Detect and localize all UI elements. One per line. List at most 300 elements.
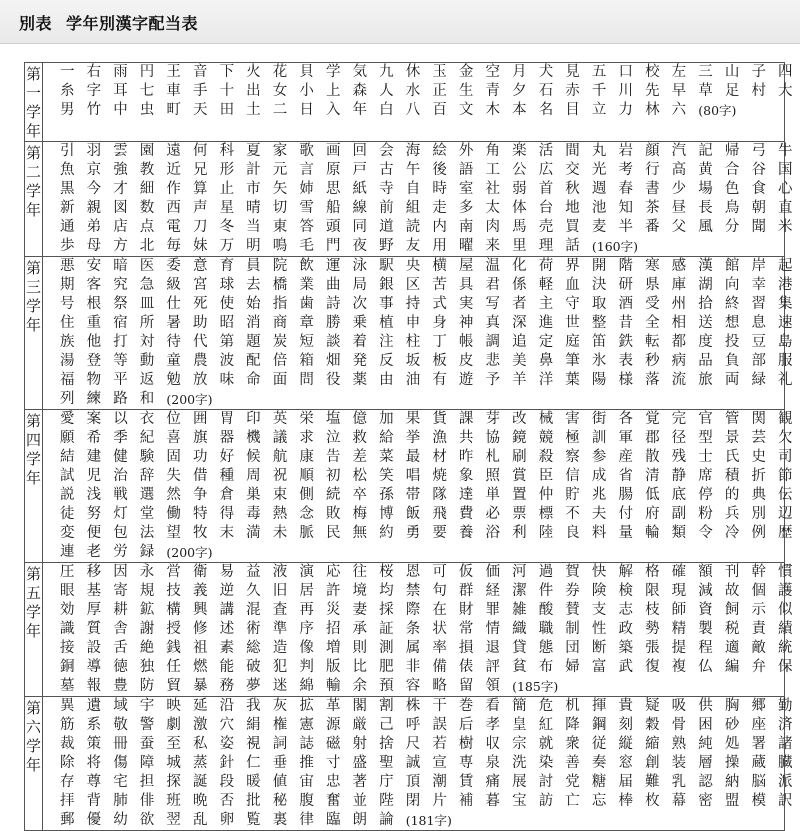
kanji-char: 縮 [645, 736, 660, 752]
kanji-char: 貯 [565, 487, 580, 503]
kanji-char: 番 [645, 219, 660, 235]
kanji-char: 命 [246, 372, 261, 388]
kanji-char: 負 [724, 353, 740, 369]
kanji-char: 報 [86, 678, 102, 694]
kanji-char: 使 [219, 296, 235, 312]
kanji-char: 穴 [219, 717, 235, 733]
kanji-char: 季 [113, 430, 128, 446]
kanji-line [60, 352, 793, 371]
kanji-char: 題 [246, 334, 261, 350]
kanji-char: 波 [219, 353, 235, 369]
kanji-char: 着 [352, 334, 368, 350]
kanji-char: 厳 [352, 717, 368, 733]
kanji-list [43, 142, 793, 257]
kanji-char: 得 [219, 506, 235, 522]
kanji-char: 揮 [591, 698, 607, 714]
kanji-char: 仲 [538, 487, 554, 503]
kanji-char: 俵 [458, 659, 474, 675]
kanji-char: 初 [325, 468, 341, 484]
kanji-char: 変 [60, 525, 75, 541]
grade-row [25, 257, 785, 410]
kanji-char: 話 [565, 238, 580, 254]
kanji-char: 戸 [352, 162, 368, 178]
kanji-char: 耕 [113, 602, 128, 618]
kanji-char: 骨 [671, 717, 687, 733]
kanji-char: 誌 [299, 736, 314, 752]
kanji-char: 紙 [352, 181, 368, 197]
kanji-char: 灰 [272, 698, 288, 714]
kanji-char: 団 [565, 640, 580, 656]
kanji-char: 守 [565, 296, 580, 312]
grade-label: 第 一 学 年 [25, 63, 43, 142]
kanji-char: 胸 [724, 698, 740, 714]
kanji-line [60, 716, 793, 735]
kanji-char: 流 [671, 372, 687, 388]
kanji-char: 盟 [724, 793, 740, 809]
kanji-char: 返 [139, 372, 155, 388]
kanji-char: 庁 [379, 774, 394, 790]
kanji-char: 者 [512, 296, 527, 312]
kanji-char: 先 [645, 83, 660, 99]
kanji-char: 思 [325, 181, 341, 197]
kanji-char: 亡 [565, 793, 580, 809]
kanji-char: 門 [325, 238, 341, 254]
kanji-char: 行 [645, 162, 660, 178]
kanji-char: 納 [724, 774, 740, 790]
kanji-char: 代 [192, 334, 208, 350]
kanji-char: 増 [325, 640, 341, 656]
kanji-char: 救 [352, 430, 368, 446]
kanji-char: 母 [86, 238, 102, 254]
kanji-char: 年 [352, 102, 368, 118]
kanji-char: 本 [512, 102, 527, 118]
kanji-char: 宗 [512, 736, 527, 752]
kanji-char: 覚 [645, 411, 660, 427]
kanji-char: 蔵 [751, 755, 766, 771]
kanji-char: 残 [671, 449, 687, 465]
kanji-char: 物 [86, 372, 102, 388]
kanji-char: 座 [751, 717, 766, 733]
kanji-line [60, 467, 793, 486]
kanji-char: 射 [352, 736, 368, 752]
kanji-char: 連 [60, 544, 75, 560]
kanji-char: 西 [166, 200, 181, 216]
kanji-char: 表 [618, 353, 633, 369]
kanji-char: 隊 [432, 487, 447, 503]
kanji-char: 枝 [645, 602, 660, 618]
kanji-char: 頂 [405, 774, 421, 790]
kanji-char: 員 [246, 258, 261, 274]
kanji-char: 旅 [698, 372, 713, 388]
kanji-char: 殺 [538, 449, 554, 465]
kanji-char: 送 [698, 315, 713, 331]
kanji-char: 暴 [192, 678, 208, 694]
kanji-char: 級 [166, 277, 181, 293]
kanji-char: 町 [166, 102, 181, 118]
grade-label: 第 五 学 年 [25, 563, 43, 697]
kanji-char: 池 [591, 200, 607, 216]
kanji-char: 深 [512, 315, 527, 331]
kanji-char: 絵 [432, 143, 447, 159]
kanji-char: 車 [166, 83, 181, 99]
kanji-char: 倉 [219, 487, 235, 503]
kanji-char: 魚 [60, 162, 75, 178]
kanji-char: 視 [246, 736, 261, 752]
kanji-line [60, 333, 793, 352]
kanji-char: 純 [698, 736, 713, 752]
kanji-char: 治 [113, 468, 128, 484]
kanji-char: 木 [485, 102, 500, 118]
kanji-char: 橋 [272, 277, 288, 293]
kanji-char: 告 [325, 449, 341, 465]
kanji-char: 聞 [751, 219, 766, 235]
kanji-char: 新 [60, 200, 75, 216]
kanji-char: 英 [272, 411, 288, 427]
kanji-line [60, 371, 793, 390]
kanji-char: 看 [485, 698, 500, 714]
kanji-char: 囲 [192, 411, 208, 427]
kanji-char: 海 [405, 143, 421, 159]
kanji-char: 補 [458, 793, 474, 809]
kanji-char: 具 [458, 277, 474, 293]
kanji-char: 奮 [325, 793, 341, 809]
kanji-char: 心 [778, 181, 793, 197]
kanji-char: 敗 [325, 506, 341, 522]
kanji-char: 見 [565, 64, 580, 80]
kanji-char: 賛 [565, 602, 580, 618]
kanji-char: 軽 [538, 277, 554, 293]
kanji-char: 保 [778, 659, 793, 675]
kanji-char: 投 [724, 334, 740, 350]
kanji-char: 前 [379, 200, 394, 216]
kanji-char: 指 [272, 296, 288, 312]
kanji-char: 紀 [139, 430, 155, 446]
kanji-char: 友 [405, 238, 421, 254]
kanji-char: 児 [86, 468, 102, 484]
kanji-line [60, 199, 793, 218]
kanji-char: 益 [246, 564, 261, 580]
kanji-char: 庫 [671, 277, 687, 293]
kanji-char: 久 [246, 583, 261, 599]
kanji-char: 健 [113, 449, 128, 465]
kanji-char: 老 [86, 544, 102, 560]
kanji-char: 委 [166, 258, 181, 274]
kanji-char: 閉 [405, 793, 421, 809]
kanji-char: 酸 [538, 602, 554, 618]
kanji-char: 孝 [485, 717, 500, 733]
kanji-char: 任 [166, 659, 181, 675]
kanji-char: 各 [618, 411, 633, 427]
kanji-char: 基 [86, 583, 102, 599]
kanji-char: 技 [166, 583, 181, 599]
kanji-char: 宣 [432, 755, 447, 771]
kanji-char: 業 [299, 277, 314, 293]
kanji-char: 黒 [60, 181, 75, 197]
kanji-char: 警 [139, 717, 155, 733]
kanji-char: 判 [299, 659, 314, 675]
kanji-char: 穀 [645, 717, 660, 733]
kanji-char: 山 [724, 64, 740, 80]
kanji-char: 願 [60, 430, 75, 446]
kanji-char: 輪 [645, 525, 660, 541]
kanji-char: 教 [139, 162, 155, 178]
kanji-char: 多 [458, 200, 474, 216]
kanji-char: 悪 [60, 258, 75, 274]
kanji-char: 往 [352, 564, 368, 580]
kanji-char: 能 [219, 659, 235, 675]
kanji-char: 姿 [219, 736, 235, 752]
kanji-char: 仁 [246, 755, 261, 771]
kanji-char: 尺 [405, 736, 421, 752]
kanji-char: 糖 [591, 774, 607, 790]
kanji-char: 森 [352, 83, 368, 99]
kanji-char: 達 [458, 487, 474, 503]
kanji-char: 局 [352, 277, 368, 293]
kanji-char: 州 [671, 296, 687, 312]
kanji-char: 空 [485, 64, 500, 80]
kanji-char: 宇 [139, 698, 155, 714]
kanji-char: 私 [192, 736, 208, 752]
kanji-char: 器 [219, 430, 235, 446]
kanji-char: 試 [60, 468, 75, 484]
kanji-char: 仏 [698, 659, 713, 675]
kanji-char: 疑 [645, 698, 660, 714]
kanji-char: 勇 [405, 525, 421, 541]
kanji-char: 工 [485, 162, 500, 178]
kanji-char: 炭 [272, 334, 288, 350]
kanji-char: 激 [192, 717, 208, 733]
kanji-line [60, 410, 793, 429]
kanji-char: 客 [86, 277, 102, 293]
kanji-char: 反 [379, 353, 394, 369]
kanji-char: 向 [724, 277, 740, 293]
kanji-char: 示 [751, 602, 766, 618]
kanji-char: 臣 [538, 468, 554, 484]
kanji-char: 鼻 [538, 353, 554, 369]
kanji-char: 潮 [432, 774, 447, 790]
kanji-char: 裁 [60, 736, 75, 752]
kanji-char: 降 [565, 717, 580, 733]
kanji-char: 章 [299, 315, 314, 331]
kanji-char: 実 [458, 296, 474, 312]
kanji-char: 根 [86, 296, 102, 312]
kanji-char: 刊 [724, 564, 740, 580]
kanji-char: 計 [246, 162, 261, 178]
kanji-char: 銅 [60, 659, 75, 675]
kanji-char: 簡 [512, 698, 527, 714]
kanji-char: 興 [192, 602, 208, 618]
kanji-char: 暖 [246, 774, 261, 790]
kanji-char: 貸 [512, 640, 527, 656]
kanji-char: 幹 [751, 564, 766, 580]
kanji-char: 労 [113, 544, 128, 560]
kanji-char: 郷 [751, 698, 766, 714]
kanji-char: 難 [645, 774, 660, 790]
kanji-char: 断 [591, 640, 607, 656]
kanji-char: 日 [299, 102, 314, 118]
kanji-char: 活 [538, 143, 554, 159]
kanji-char: 当 [246, 219, 261, 235]
kanji-char: 並 [352, 793, 368, 809]
kanji-line [60, 601, 793, 620]
kanji-char: 値 [272, 774, 288, 790]
kanji-char: 論 [379, 812, 394, 828]
kanji-char: 早 [671, 83, 687, 99]
kanji-char: 協 [485, 430, 500, 446]
kanji-char: 貝 [299, 64, 314, 80]
kanji-char: 羊 [512, 372, 527, 388]
kanji-char: 飛 [432, 506, 447, 522]
kanji-char: 麦 [591, 219, 607, 235]
kanji-char: 医 [139, 258, 155, 274]
kanji-char: 注 [379, 334, 394, 350]
kanji-char: 禁 [405, 583, 421, 599]
kanji-char: 笑 [379, 468, 394, 484]
kanji-char: 后 [458, 717, 474, 733]
kanji-char: 入 [325, 102, 341, 118]
kanji-char: 布 [538, 659, 554, 675]
kanji-char: 制 [565, 621, 580, 637]
kanji-char: 卵 [219, 812, 235, 828]
kanji-char: 安 [86, 258, 102, 274]
kanji-char: 死 [192, 296, 208, 312]
kanji-char: 百 [432, 102, 447, 118]
kanji-char: 順 [299, 468, 314, 484]
kanji-char: 雨 [113, 64, 128, 80]
kanji-char: 素 [219, 640, 235, 656]
kanji-char: 芽 [485, 411, 500, 427]
kanji-char: 加 [379, 411, 394, 427]
kanji-char: 板 [432, 353, 447, 369]
kanji-char: 照 [485, 468, 500, 484]
kanji-char: 荷 [538, 258, 554, 274]
kanji-char: 室 [458, 181, 474, 197]
kanji-char: 努 [86, 506, 102, 522]
kanji-char: 職 [538, 621, 554, 637]
kanji-char: 落 [645, 372, 660, 388]
kanji-char: 旗 [192, 430, 208, 446]
kanji-char: 帳 [458, 334, 474, 350]
kanji-char: 極 [565, 430, 580, 446]
kanji-char: 臓 [778, 755, 793, 771]
kanji-char: 主 [538, 296, 554, 312]
kanji-char: 底 [671, 487, 687, 503]
kanji-char: 住 [60, 315, 75, 331]
kanji-char: 世 [565, 315, 580, 331]
kanji-char: 層 [698, 755, 713, 771]
kanji-char: 巣 [246, 487, 261, 503]
kanji-char: 絶 [139, 640, 155, 656]
kanji-char: 午 [405, 162, 421, 178]
kanji-char: 今 [86, 181, 102, 197]
kanji-line [60, 257, 793, 276]
kanji-char: 複 [671, 659, 687, 675]
kanji-char: 兆 [591, 487, 607, 503]
kanji-char: 石 [538, 83, 554, 99]
kanji-char: 敵 [751, 640, 766, 656]
kanji-char: 丸 [591, 143, 607, 159]
kanji-char: 欲 [139, 812, 155, 828]
kanji-char: 確 [671, 564, 687, 580]
kanji-char: 人 [379, 83, 394, 99]
kanji-char: 持 [405, 296, 421, 312]
kanji-char: 模 [751, 793, 766, 809]
kanji-char: 直 [778, 200, 793, 216]
kanji-char: 放 [192, 372, 208, 388]
kanji-char: 呼 [405, 717, 421, 733]
kanji-char: 登 [86, 353, 102, 369]
kanji-char: 相 [671, 315, 687, 331]
kanji-char: 拝 [60, 793, 75, 809]
kanji-count: (160字) [591, 239, 638, 254]
kanji-char: 革 [325, 698, 341, 714]
kanji-char: 身 [432, 315, 447, 331]
kanji-char: 兄 [192, 162, 208, 178]
kanji-char: 水 [405, 83, 421, 99]
kanji-char: 妹 [192, 238, 208, 254]
kanji-char: 千 [591, 83, 607, 99]
kanji-char: 豆 [751, 334, 766, 350]
kanji-char: 構 [166, 602, 181, 618]
kanji-char: 批 [246, 793, 261, 809]
kanji-char: 独 [139, 659, 155, 675]
kanji-char: 特 [192, 506, 208, 522]
kanji-line [60, 63, 793, 82]
kanji-char: 子 [751, 64, 766, 80]
kanji-char: 松 [352, 468, 368, 484]
kanji-char: 潔 [512, 583, 527, 599]
kanji-char: 林 [645, 102, 660, 118]
kanji-char: 探 [166, 774, 181, 790]
kanji-char: 全 [645, 315, 660, 331]
kanji-char: 関 [751, 411, 766, 427]
kanji-line [60, 237, 784, 256]
kanji-char: 句 [432, 583, 447, 599]
kanji-char: 鉱 [139, 602, 155, 618]
kanji-char: 笛 [591, 334, 607, 350]
kanji-char: 株 [405, 698, 421, 714]
kanji-char: 案 [86, 411, 102, 427]
kanji-char: 泳 [352, 258, 368, 274]
kanji-char: 王 [166, 64, 181, 80]
kanji-char: 額 [698, 564, 713, 580]
kanji-char: 焼 [432, 468, 447, 484]
kanji-char: 便 [86, 525, 102, 541]
kanji-char: 栄 [299, 411, 314, 427]
kanji-char: 位 [166, 411, 181, 427]
kanji-char: 展 [512, 774, 527, 790]
kanji-char: 俳 [139, 793, 155, 809]
kanji-char: 音 [192, 64, 208, 80]
kanji-char: 用 [432, 238, 447, 254]
kanji-char: 東 [272, 219, 288, 235]
kanji-char: 頭 [325, 219, 341, 235]
kanji-char: 鏡 [512, 430, 527, 446]
kanji-char: 九 [379, 64, 394, 80]
kanji-char: 暑 [166, 315, 181, 331]
kanji-char: 申 [405, 315, 421, 331]
kanji-char: 態 [538, 640, 554, 656]
kanji-char: 明 [246, 238, 261, 254]
kanji-char: 輸 [325, 678, 341, 694]
kanji-char: 礼 [778, 372, 793, 388]
kanji-char: 菜 [379, 449, 394, 465]
kanji-char: 歯 [299, 296, 314, 312]
kanji-char: 衆 [565, 736, 580, 752]
kanji-char: 体 [512, 200, 527, 216]
kanji-char: 正 [432, 83, 447, 99]
kanji-char: 五 [591, 64, 607, 80]
